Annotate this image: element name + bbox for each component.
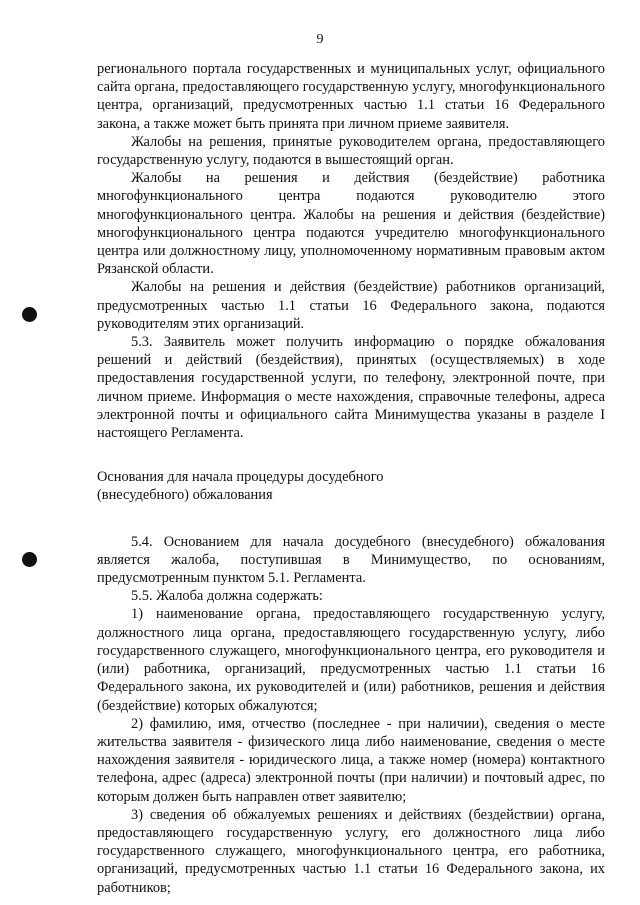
paragraph: Жалобы на решения, принятые руководителем органа, предоставляющего государственную услугу, подаются в вышестоящий орган. xyxy=(97,133,605,169)
punch-hole-icon xyxy=(22,307,37,322)
paragraph: 3) сведения об обжалуемых решениях и действиях (бездействии) органа, предоставляющего государственную услугу, его должностного лица либо государственного служащего, многофункционального центра, его работника, организаций, предусмотренных частью 1.1 статьи 16 Федерального закона, их работников; xyxy=(97,806,605,896)
section-heading-line: (внесудебного) обжалования xyxy=(97,487,273,504)
section-heading-line: Основания для начала процедуры досудебного xyxy=(97,469,384,486)
page-number: 9 xyxy=(316,32,324,47)
paragraph: 2) фамилию, имя, отчество (последнее - при наличии), сведения о месте жительства заявителя - физического лица либо наименование, сведения о месте нахождения заявителя - юридического лица, а также номер (номера) контактного телефона, адрес (адреса) электронной почты (при наличии) и почтовый адрес, по которым должен быть направлен ответ заявителю; xyxy=(97,715,605,805)
section-heading xyxy=(97,468,605,504)
paragraph: 5.5. Жалоба должна содержать: xyxy=(131,588,323,605)
paragraph: 1) наименование органа, предоставляющего государственную услугу, должностного лица органа, предоставляющего государственную услугу, либо государственного служащего, многофункционального центра, его руководителя и (или) работника, организаций, предусмотренных частью 1.1 статьи 16 Федерального закона, их руководителей и (или) работников, решения и действия (бездействие) которых обжалуются; xyxy=(97,606,605,714)
paragraph: регионального портала государственных и муниципальных услуг, официального сайта органа, предоставляющего государственную услугу, многофункционального центра, организаций, предусмотренных частью 1.1 статьи 16 Федерального закона, а также может быть принята при личном приеме заявителя. xyxy=(97,61,605,132)
document-body xyxy=(97,60,605,897)
punch-hole-icon xyxy=(22,552,37,567)
paragraph: Жалобы на решения и действия (бездействие) работника многофункционального центра подаются руководителю этого многофункционального центра. Жалобы на решения и действия (бездействие) многофункционального центра подаются учредителю многофункционального центра или должностному лицу, уполномоченному нормативным правовым актом Рязанской области. xyxy=(97,170,605,278)
paragraph: Жалобы на решения и действия (бездействие) работников организаций, предусмотренных частью 1.1 статьи 16 Федерального закона, подаются руководителям этих организаций. xyxy=(97,279,605,332)
paragraph: 5.3. Заявитель может получить информацию о порядке обжалования решений и действий (бездействия), принятых (осуществляемых) в ходе предоставления государственной услуги, по телефону, электронной почте, при личном приеме. Информация о месте нахождения, справочные телефоны, адреса электронной почты и официального сайта Минимущества указаны в разделе I настоящего Регламента. xyxy=(97,334,605,442)
paragraph: 5.4. Основанием для начала досудебного (внесудебного) обжалования является жалоба, поступившая в Минимущество, по основаниям, предусмотренным пунктом 5.1. Регламента. xyxy=(97,533,605,587)
